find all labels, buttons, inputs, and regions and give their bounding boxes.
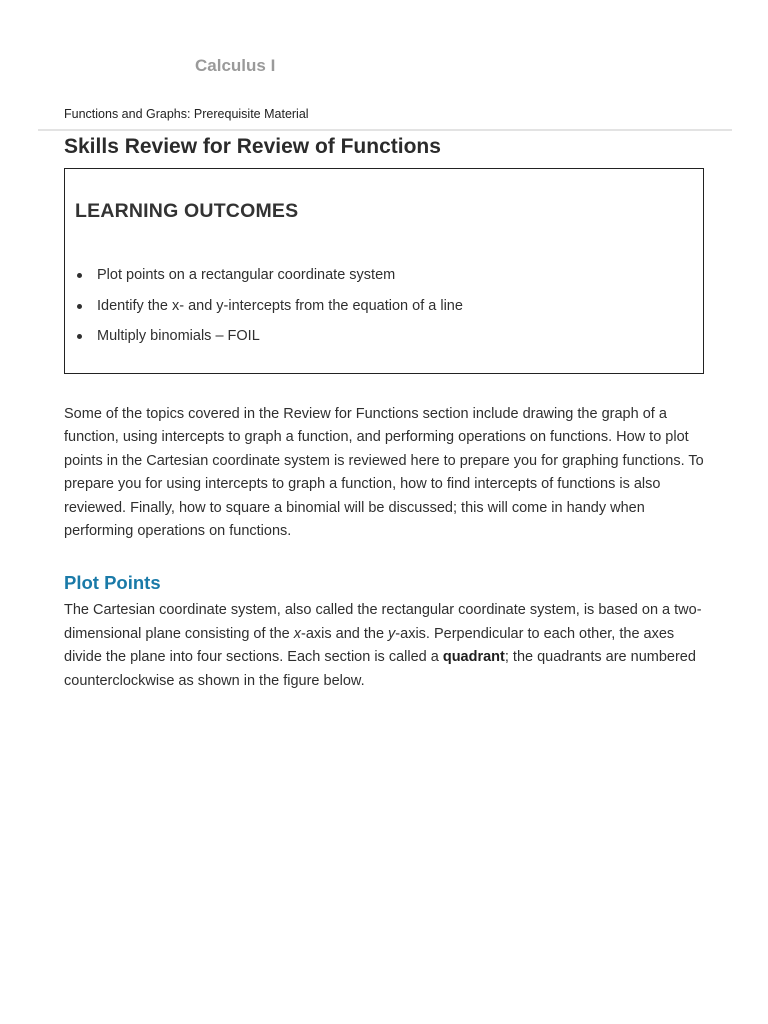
x-variable: x <box>293 625 301 642</box>
plot-points-text: -axis and the <box>300 625 389 642</box>
breadcrumb[interactable]: Functions and Graphs: Prerequisite Material <box>64 107 309 121</box>
plot-points-text: The Cartesian coordinate system, also called the rectangular coordinate system, is based on a two-dimensional plane consisting of the <box>64 602 702 642</box>
plot-points-text: -axis. Perpendicular to each other, the axes divide the plane into four sections. Each section is called a <box>64 625 675 666</box>
quadrant-term: quadrant <box>442 649 505 666</box>
learning-outcomes-heading: LEARNING OUTCOMES <box>75 200 299 222</box>
plot-points-paragraph <box>64 599 709 693</box>
intro-paragraph: Some of the topics covered in the Review for Functions section include drawing the graph of a function, using intercepts to graph a function, and performing operations on functions. How to plot points in the Cartesian coordinate system is reviewed here to prepare you for graphing functions. To prepare you for using intercepts to graph a function, how to find intercepts of functions is also reviewed. Finally, how to square a binomial will be discussed; this will come in handy when performing operations on functions. <box>64 406 704 540</box>
learning-outcomes-list <box>97 266 463 358</box>
learning-outcome-item: Multiply binomials – FOIL <box>97 327 463 358</box>
plot-points-text: ; the quadrants are numbered counterclockwise as shown in the figure below. <box>64 649 696 689</box>
header-divider <box>38 129 732 131</box>
learning-outcomes-box <box>64 168 704 374</box>
site-header <box>0 0 768 121</box>
plot-points-heading: Plot Points <box>64 572 161 593</box>
course-title[interactable]: Calculus I <box>195 56 276 75</box>
learning-outcome-item: Plot points on a rectangular coordinate system <box>97 266 463 297</box>
learning-outcome-item: Identify the x- and y-intercepts from the equation of a line <box>97 297 463 328</box>
y-variable: y <box>388 625 396 642</box>
page-title: Skills Review for Review of Functions <box>64 135 441 158</box>
